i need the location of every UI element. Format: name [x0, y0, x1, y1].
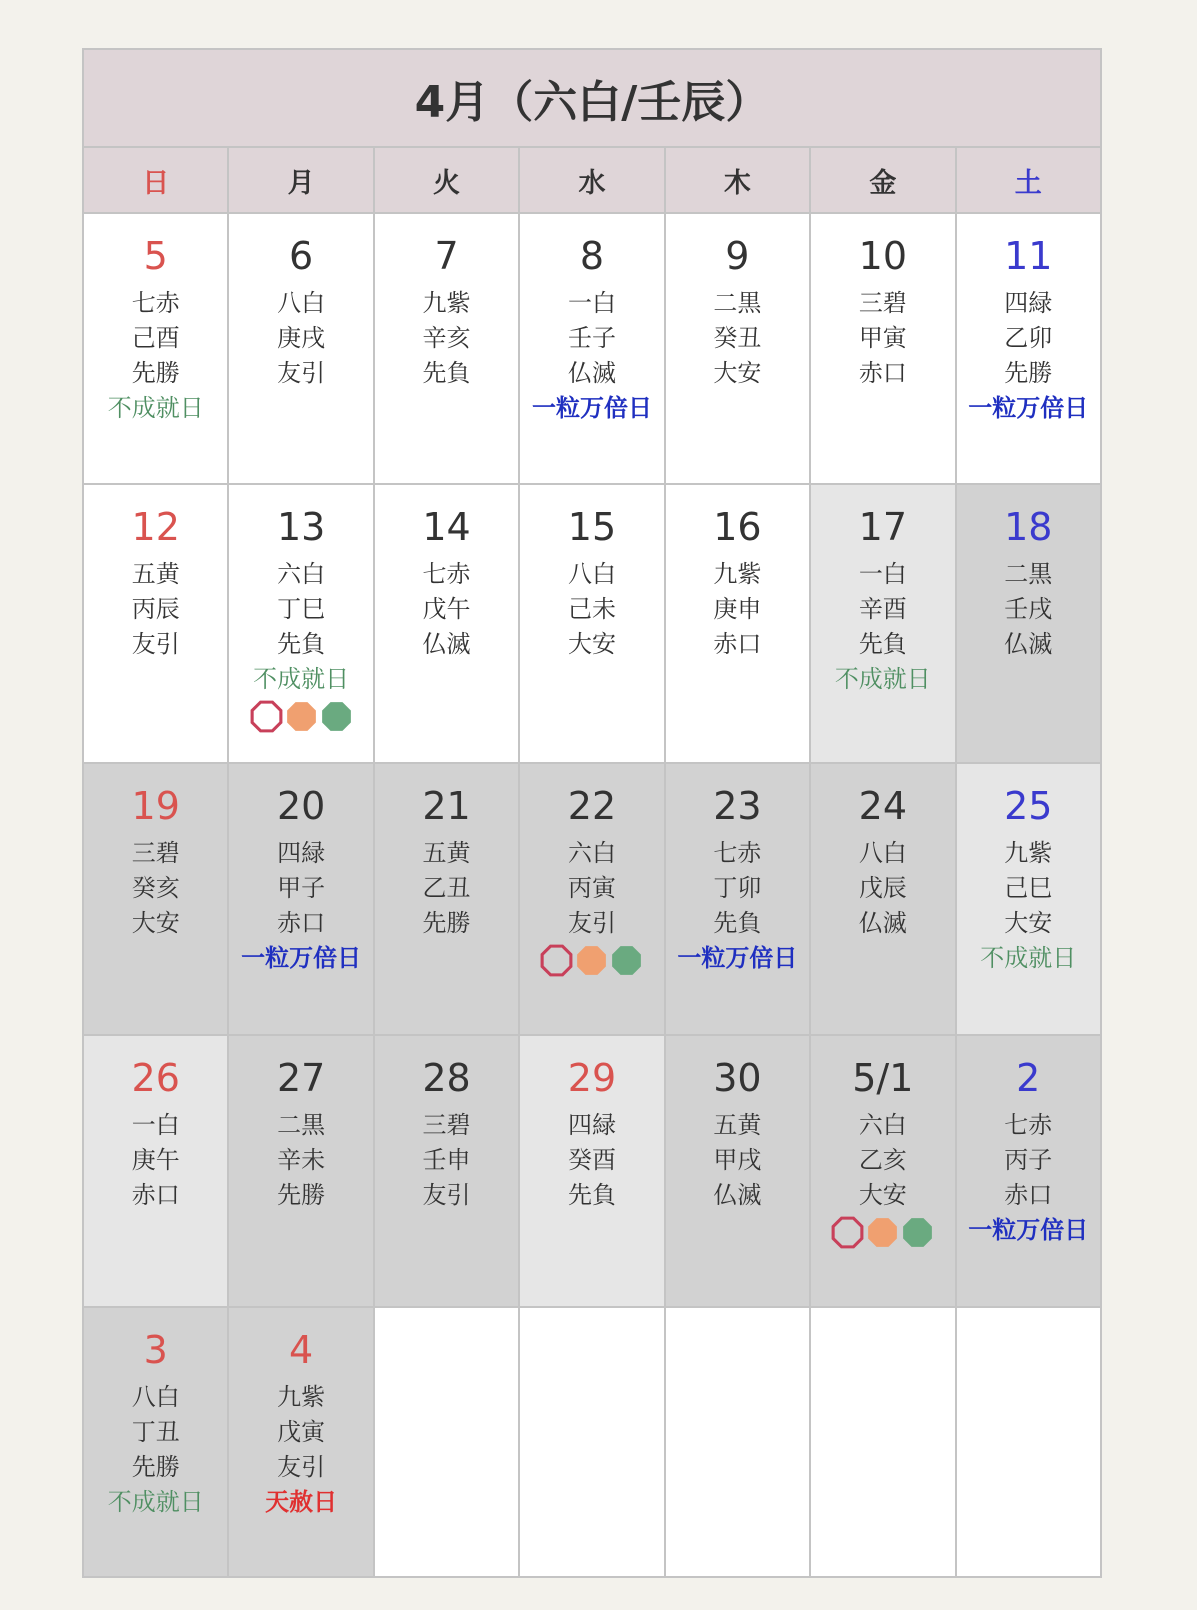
day-number: 6	[289, 234, 314, 278]
day-cell[interactable]	[666, 1036, 811, 1306]
day-cell[interactable]	[375, 214, 520, 483]
rokuyo-label: 赤口	[131, 1181, 180, 1209]
eto-label: 壬子	[567, 324, 616, 352]
day-cell[interactable]	[229, 485, 374, 762]
eto-label: 甲寅	[858, 324, 907, 352]
day-cell[interactable]	[229, 1308, 374, 1576]
eto-label: 壬戌	[1004, 595, 1053, 623]
eto-label: 己巳	[1004, 874, 1053, 902]
day-number: 13	[276, 505, 326, 549]
rokuyo-label: 大安	[567, 630, 616, 658]
kyusei-label: 五黄	[713, 1111, 762, 1139]
weekday-sat: 土	[1014, 167, 1042, 199]
rokuyo-label: 仏滅	[858, 909, 907, 937]
eto-label: 辛未	[277, 1146, 326, 1174]
week-row	[84, 214, 1100, 485]
day-cell[interactable]	[375, 1036, 520, 1306]
week-row	[84, 485, 1100, 764]
day-icons	[249, 699, 354, 734]
day-number: 24	[858, 784, 907, 828]
eto-label: 辛酉	[858, 595, 907, 623]
orange-octagon-icon	[865, 1215, 900, 1250]
rokuyo-label: 先勝	[422, 909, 471, 937]
day-number: 21	[422, 784, 471, 828]
kyusei-label: 二黒	[1004, 560, 1053, 588]
day-cell[interactable]	[229, 764, 374, 1034]
kyusei-label: 三碧	[131, 839, 180, 867]
kyusei-label: 七赤	[1004, 1111, 1053, 1139]
rokuyo-label: 仏滅	[567, 359, 616, 387]
rokuyo-label: 赤口	[277, 909, 326, 937]
day-cell[interactable]	[84, 214, 229, 483]
eto-label: 庚午	[131, 1146, 180, 1174]
weekday-tue: 火	[375, 148, 520, 212]
rokuyo-label: 先負	[277, 630, 326, 658]
day-cell[interactable]	[811, 1036, 956, 1306]
day-number: 5/1	[852, 1056, 914, 1100]
day-cell[interactable]	[375, 485, 520, 762]
lucky-day-note: 一粒万倍日	[968, 394, 1089, 422]
weekday-thu: 木	[666, 148, 811, 212]
kyusei-label: 五黄	[131, 560, 180, 588]
day-cell[interactable]	[957, 214, 1100, 483]
kyusei-label: 九紫	[1004, 839, 1053, 867]
kyusei-label: 九紫	[277, 1383, 326, 1411]
day-number: 14	[422, 505, 471, 549]
day-icons	[539, 943, 644, 978]
orange-octagon-icon	[574, 943, 609, 978]
day-number: 19	[131, 784, 180, 828]
eto-label: 甲戌	[713, 1146, 762, 1174]
week-row	[84, 1036, 1100, 1308]
lucky-day-note: 一粒万倍日	[968, 1216, 1089, 1244]
day-number: 10	[858, 234, 907, 278]
day-cell[interactable]	[666, 214, 811, 483]
weekday-wed: 水	[520, 148, 665, 212]
kyusei-label: 一白	[131, 1111, 180, 1139]
day-number: 12	[131, 505, 180, 549]
eto-label: 丙寅	[567, 874, 616, 902]
day-cell[interactable]	[84, 1308, 229, 1576]
eto-label: 己未	[567, 595, 616, 623]
rokuyo-label: 友引	[277, 1453, 326, 1481]
kyusei-label: 六白	[567, 839, 616, 867]
day-cell[interactable]	[84, 485, 229, 762]
day-cell[interactable]	[666, 485, 811, 762]
day-number: 20	[276, 784, 326, 828]
rokuyo-label: 友引	[567, 909, 616, 937]
kyusei-label: 一白	[858, 560, 907, 588]
calendar-body	[84, 214, 1100, 1576]
green-octagon-icon	[609, 943, 644, 978]
day-icons	[830, 1215, 935, 1250]
day-number: 16	[713, 505, 762, 549]
day-number: 29	[567, 1056, 617, 1100]
green-octagon-icon	[900, 1215, 935, 1250]
day-cell[interactable]	[520, 485, 665, 762]
kyusei-label: 八白	[277, 289, 326, 317]
eto-label: 乙卯	[1004, 324, 1053, 352]
lucky-day-note: 一粒万倍日	[677, 944, 798, 972]
kyusei-label: 六白	[858, 1111, 907, 1139]
eto-label: 癸丑	[713, 324, 762, 352]
week-row	[84, 1308, 1100, 1576]
weekday-sun: 日	[84, 148, 229, 212]
day-number: 5	[143, 234, 168, 278]
kyusei-label: 七赤	[131, 289, 180, 317]
week-row	[84, 764, 1100, 1036]
lucky-day-note: 一粒万倍日	[241, 944, 362, 972]
green-octagon-icon	[319, 699, 354, 734]
kyusei-label: 六白	[277, 560, 326, 588]
lucky-day-note: 不成就日	[834, 665, 931, 693]
kyusei-label: 二黒	[713, 289, 762, 317]
day-number: 15	[567, 505, 617, 549]
eto-label: 乙亥	[858, 1146, 907, 1174]
rokuyo-label: 先勝	[131, 1453, 180, 1481]
rokuyo-label: 赤口	[713, 630, 762, 658]
kyusei-label: 四緑	[1004, 289, 1053, 317]
kyusei-label: 四緑	[567, 1111, 616, 1139]
eto-label: 癸亥	[131, 874, 180, 902]
empty-day-cell	[957, 1308, 1100, 1576]
day-number: 25	[1004, 784, 1053, 828]
day-cell[interactable]	[666, 764, 811, 1034]
empty-day-cell	[811, 1308, 956, 1576]
calendar-title: 4月（六白/壬辰）	[84, 50, 1100, 148]
day-number: 23	[713, 784, 762, 828]
day-number: 22	[567, 784, 617, 828]
day-number: 8	[579, 234, 605, 278]
lucky-day-note: 不成就日	[253, 665, 350, 693]
day-number: 2	[1016, 1056, 1041, 1100]
eto-label: 戊辰	[858, 874, 907, 902]
lucky-day-note: 不成就日	[980, 944, 1077, 972]
day-number: 9	[725, 234, 750, 278]
rokuyo-label: 赤口	[858, 359, 907, 387]
day-cell[interactable]	[375, 764, 520, 1034]
weekday-fri: 金	[811, 148, 956, 212]
eto-label: 甲子	[277, 874, 326, 902]
day-number: 17	[858, 505, 907, 549]
day-cell[interactable]	[229, 214, 374, 483]
day-cell[interactable]	[520, 214, 665, 483]
day-cell[interactable]	[520, 1036, 665, 1306]
kyusei-label: 八白	[858, 839, 907, 867]
weekday-mon: 月	[229, 148, 374, 212]
rokuyo-label: 先勝	[131, 359, 180, 387]
kyusei-label: 三碧	[422, 1111, 471, 1139]
rokuyo-label: 大安	[1004, 909, 1053, 937]
day-number: 11	[1004, 234, 1053, 278]
ring-icon	[830, 1215, 865, 1250]
rokuyo-label: 先勝	[277, 1181, 326, 1209]
day-number: 7	[434, 234, 459, 278]
day-cell[interactable]	[811, 214, 956, 483]
rokuyo-label: 先負	[858, 630, 907, 658]
rokuyo-label: 仏滅	[713, 1181, 762, 1209]
eto-label: 庚戌	[277, 324, 326, 352]
kyusei-label: 四緑	[277, 839, 326, 867]
lucky-day-note: 一粒万倍日	[531, 394, 652, 422]
eto-label: 己酉	[131, 324, 180, 352]
kyusei-label: 九紫	[422, 289, 471, 317]
kyusei-label: 二黒	[277, 1111, 326, 1139]
rokuyo-label: 赤口	[1004, 1181, 1053, 1209]
rokuyo-label: 先勝	[1004, 359, 1053, 387]
rokuyo-label: 先負	[567, 1181, 616, 1209]
kyusei-label: 七赤	[422, 560, 471, 588]
kyusei-label: 五黄	[422, 839, 471, 867]
day-cell[interactable]	[229, 1036, 374, 1306]
ring-icon	[249, 699, 284, 734]
day-cell[interactable]	[957, 764, 1100, 1034]
day-cell[interactable]	[957, 1036, 1100, 1306]
day-number: 3	[143, 1328, 168, 1372]
eto-label: 丁卯	[713, 874, 762, 902]
eto-label: 丁丑	[131, 1418, 180, 1446]
rokuyo-label: 先負	[422, 359, 471, 387]
day-number: 27	[276, 1056, 326, 1100]
rokuyo-label: 友引	[277, 359, 326, 387]
eto-label: 丙子	[1004, 1146, 1053, 1174]
day-cell[interactable]	[811, 485, 956, 762]
eto-label: 丙辰	[131, 595, 180, 623]
day-cell[interactable]	[84, 1036, 229, 1306]
day-cell[interactable]	[957, 485, 1100, 762]
day-cell[interactable]	[520, 764, 665, 1034]
kyusei-label: 八白	[567, 560, 616, 588]
lucky-day-note: 不成就日	[107, 1488, 204, 1516]
day-cell[interactable]	[811, 764, 956, 1034]
eto-label: 戊午	[422, 595, 471, 623]
day-number: 28	[422, 1056, 471, 1100]
day-number: 30	[713, 1056, 762, 1100]
eto-label: 乙丑	[422, 874, 471, 902]
orange-octagon-icon	[284, 699, 319, 734]
day-number: 4	[289, 1328, 314, 1372]
empty-day-cell	[666, 1308, 811, 1576]
rokuyo-label: 大安	[713, 359, 762, 387]
rokuyo-label: 仏滅	[422, 630, 471, 658]
kyusei-label: 一白	[567, 289, 616, 317]
ring-icon	[539, 943, 574, 978]
day-number: 18	[1004, 505, 1053, 549]
eto-label: 丁巳	[277, 595, 326, 623]
eto-label: 辛亥	[422, 324, 471, 352]
weekday-header	[84, 148, 1100, 214]
rokuyo-label: 大安	[858, 1181, 907, 1209]
day-cell[interactable]	[84, 764, 229, 1034]
kyusei-label: 七赤	[713, 839, 762, 867]
kyusei-label: 九紫	[713, 560, 762, 588]
kyusei-label: 三碧	[858, 289, 907, 317]
lucky-day-note: 不成就日	[107, 394, 204, 422]
eto-label: 庚申	[713, 595, 762, 623]
eto-label: 癸酉	[567, 1146, 616, 1174]
rokuyo-label: 友引	[422, 1181, 471, 1209]
kyusei-label: 八白	[131, 1383, 180, 1411]
lucky-day-note: 天赦日	[265, 1488, 338, 1516]
empty-day-cell	[375, 1308, 520, 1576]
calendar	[82, 48, 1102, 1578]
eto-label: 壬申	[422, 1146, 471, 1174]
eto-label: 戊寅	[277, 1418, 326, 1446]
day-number: 26	[131, 1056, 180, 1100]
rokuyo-label: 仏滅	[1004, 630, 1053, 658]
rokuyo-label: 先負	[713, 909, 762, 937]
rokuyo-label: 大安	[131, 909, 180, 937]
rokuyo-label: 友引	[131, 630, 180, 658]
empty-day-cell	[520, 1308, 665, 1576]
